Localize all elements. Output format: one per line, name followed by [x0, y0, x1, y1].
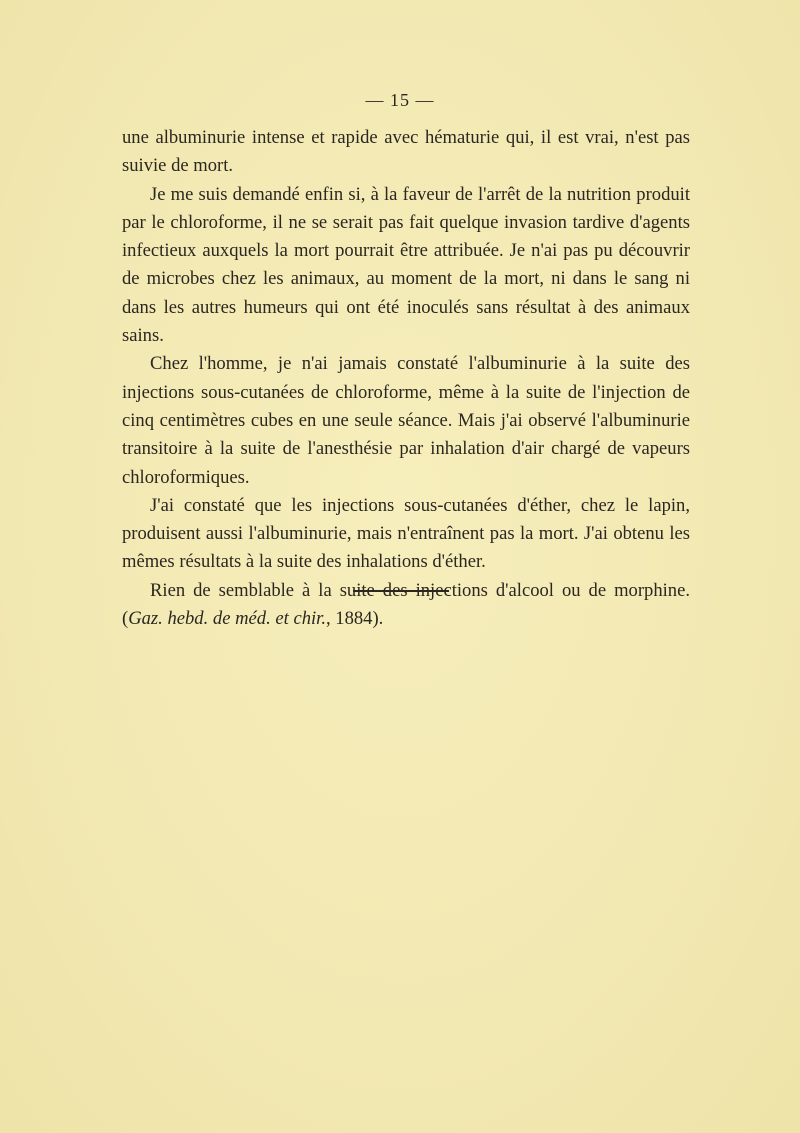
paragraph-4: J'ai constaté que les injections sous-cutanées d'éther, chez le lapin, produisent aussi l'albuminurie, mais n'entraînent pas la mort. J'ai obtenu les mêmes résultats à la suite des inhalations d'éther.: [122, 494, 690, 573]
section-divider: [353, 590, 449, 592]
page-number: — 15 —: [365, 90, 435, 110]
paragraph-1: une albuminurie intense et rapide avec hématurie qui, il est vrai, n'est pas suivie de mort.: [122, 127, 690, 177]
paragraph-3: Chez l'homme, je n'ai jamais constaté l'albuminurie à la suite des injections sous-cutanées de chloroforme, même à la suite de l'injection de cinq centimètres cubes en une seule séance. Mais j'ai observé l'albuminurie transitoire à la suite de l'anesthésie par inhalation d'air chargé de vapeurs chloroformiques.: [122, 353, 690, 488]
citation: Gaz. hebd. de méd. et chir.: [128, 608, 326, 630]
body-text: [122, 124, 690, 633]
citation-tail: , 1884).: [325, 608, 384, 630]
paragraph-5: [122, 577, 690, 634]
paragraph-5-text: Rien de semblable à la suite des injections d'alcool ou de morphine. (: [122, 579, 690, 630]
paragraph-2: Je me suis demandé enfin si, à la faveur de l'arrêt de la nutrition produit par le chloroforme, il ne se serait pas fait quelque invasion tardive d'agents infectieux auxquels la mort pourrait être attribuée. Je n'ai pas pu découvrir de microbes chez les animaux, au moment de la mort, ni dans le sang ni dans les autres humeurs qui ont été inoculés sans résultat à des animaux sains.: [122, 183, 690, 347]
